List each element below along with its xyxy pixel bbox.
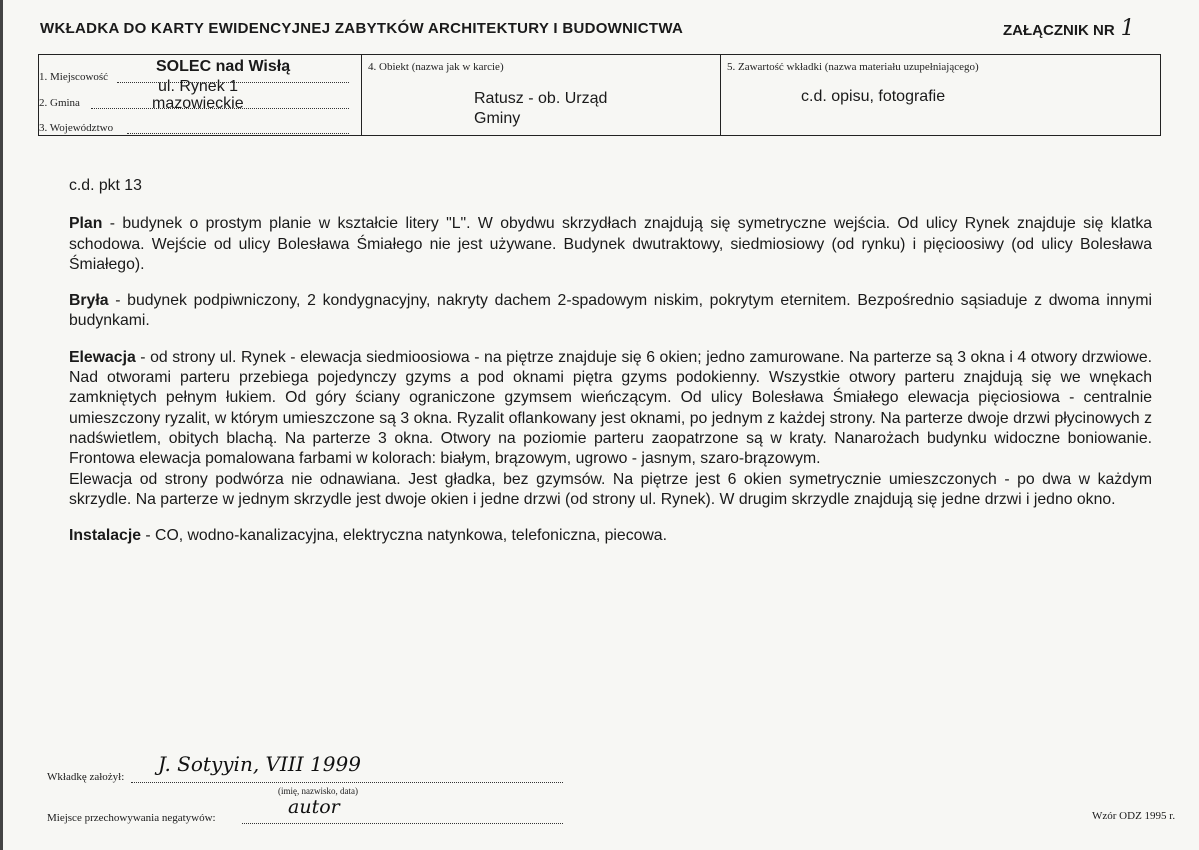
form-code: Wzór ODZ 1995 r. <box>1092 810 1176 822</box>
created-by-label: Wkładkę założył: <box>47 771 125 783</box>
location-box <box>38 54 362 136</box>
voivodeship-label: 3. Województwo <box>39 122 114 134</box>
object-box <box>361 54 721 136</box>
section-instalacje <box>69 526 1152 546</box>
page-edge <box>0 0 3 850</box>
section-elewacja-rear: Elewacja od strony podwórza nie odnawiana. Jest gładka, bez gzymsów. Na piętrze jest 6 okien symetrycznie umieszczonych - po dwa w każdym skrzydle. Na parterze w jednym skrzydle jest dwoje okien i jedne drzwi (od strony ul. Rynek). W drugim skrzydle znajdują się jedne drzwi i jedno okno. <box>69 470 1152 508</box>
form-title: WKŁADKA DO KARTY EWIDENCYJNEJ ZABYTKÓW ARCHITEKTURY I BUDOWNICTWA <box>40 20 684 37</box>
section-plan <box>69 214 1152 275</box>
bryla-heading: Bryła <box>69 292 109 310</box>
bryla-text: - budynek podpiwniczony, 2 kondygnacyjny, nakryty dachem 2-spadowym niskim, pokrytym eternitem. Bezpośrednio sąsiaduje z dwoma innymi budynkami. <box>69 292 1152 330</box>
section-intro: c.d. pkt 13 <box>69 177 142 194</box>
storage-dotted-line <box>242 822 563 824</box>
elewacja-text: - od strony ul. Rynek - elewacja siedmioosiowa - na piętrze znajduje się 6 okien; jedno zamurowane. Na parterze są 3 okna i 4 otwory drzwiowe. Nad otworami parteru przebiega pojedynczy gzyms a pod oknami piętra gzyms podokienny. Wszystkie otwory parteru znajdują się we wnękach zamkniętych pełnym łukiem. Od góry ściany ograniczone gzymsem wieńczącym. Od ulicy Bolesława Śmiałego elewacja pięciosiowa - centralnie umieszczony ryzalit, w którym umieszczone są 3 okna. Ryzalit oflankowany jest oknami, po jednym z każdej strony. Na parterze dwoje drzwi płycinowych z nadświetlem, obitych blachą. Na parterze 3 okna. Otwory na poziomie parteru zaopatrzone są w kraty. Nanarożach budynku widoczne boniowanie. Frontowa elewacja pomalowana farbami w kolorach: białym, brązowym, ugrowo - jasnym, szaro-brązowym. <box>69 348 1152 468</box>
created-by-caption: (imię, nazwisko, data) <box>278 786 358 796</box>
annex-number: 1 <box>1120 16 1135 41</box>
annex-heading <box>1003 16 1135 41</box>
annex-label: ZAŁĄCZNIK NR <box>1003 22 1115 39</box>
place-value: SOLEC nad Wisłą <box>156 58 291 75</box>
plan-heading: Plan <box>69 215 103 233</box>
elewacja-heading: Elewacja <box>69 348 136 366</box>
object-label: 4. Obiekt (nazwa jak w karcie) <box>368 61 504 73</box>
voivodeship-value: mazowieckie <box>152 95 244 112</box>
created-by-signature: J. Sotyyin, VIII 1999 <box>158 752 361 776</box>
storage-label: Miejsce przechowywania negatywów: <box>47 812 216 824</box>
object-value-line1: Ratusz - ob. Urząd <box>474 90 608 107</box>
contents-box <box>720 54 1161 136</box>
contents-value: c.d. opisu, fotografie <box>801 88 946 105</box>
gmina-label: 2. Gmina <box>39 97 80 109</box>
created-by-dotted-line <box>131 781 563 783</box>
instalacje-heading: Instalacje <box>69 527 142 545</box>
voivodeship-dotted-line <box>127 132 349 134</box>
section-elewacja <box>69 348 1152 470</box>
storage-value: autor <box>288 796 340 818</box>
address-value: ul. Rynek 1 <box>158 78 239 95</box>
description-body <box>69 176 1152 546</box>
section-bryla <box>69 291 1152 332</box>
contents-label: 5. Zawartość wkładki (nazwa materiału uzupełniającego) <box>727 61 979 73</box>
plan-text: - budynek o prostym planie w kształcie litery "L". W obydwu skrzydłach znajdują się symetryczne wejścia. Od ulicy Rynek znajduje się klatka schodowa. Wejście od ulicy Bolesława Śmiałego nie jest używane. Budynek dwutraktowy, siedmiosiowy (od rynku) i pięcioosiwy (od ulicy Bolesława Śmiałego). <box>69 215 1152 273</box>
place-label: 1. Miejscowość <box>39 71 109 83</box>
object-value-line2: Gminy <box>474 110 521 127</box>
instalacje-text: - CO, wodno-kanalizacyjna, elektryczna natynkowa, telefoniczna, piecowa. <box>141 527 667 545</box>
